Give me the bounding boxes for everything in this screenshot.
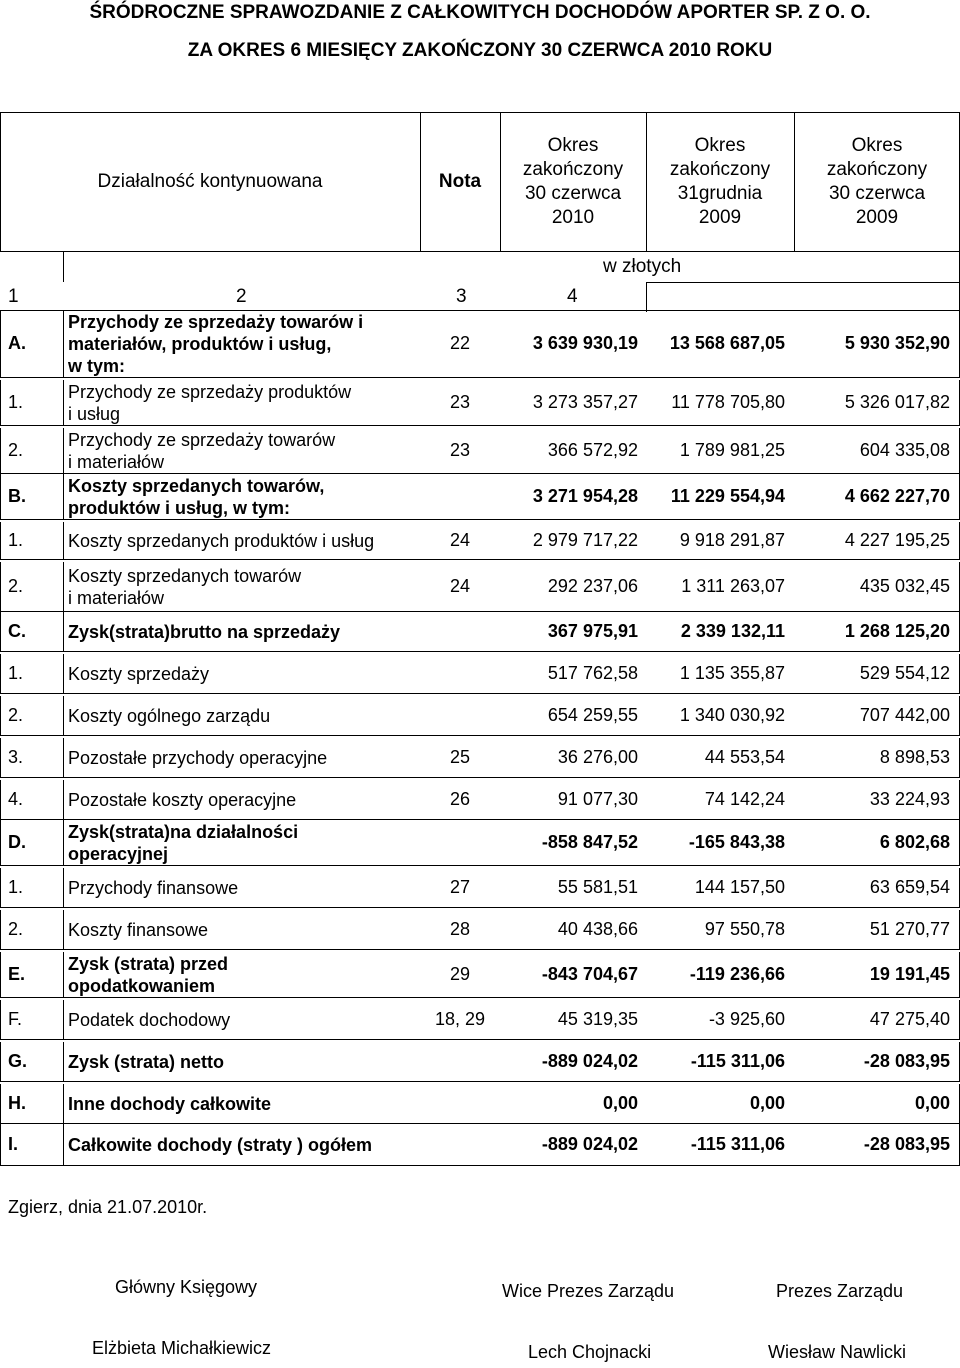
row-value-period-2: 1 135 355,87	[679, 663, 785, 683]
row-label: Koszty sprzedanych towarów	[68, 566, 302, 586]
row-id: 1.	[8, 877, 24, 897]
row-value-period-2: -115 311,06	[690, 1051, 785, 1071]
row-id: G.	[8, 1051, 28, 1071]
row-label: Zysk (strata) netto	[68, 1052, 225, 1072]
row-value-period-1: 91 077,30	[557, 789, 638, 809]
table-row	[0, 474, 960, 520]
document-subtitle: ZA OKRES 6 MIESIĘCY ZAKOŃCZONY 30 CZERWCA 2010 ROKU	[187, 40, 773, 61]
table-row	[0, 696, 960, 736]
row-note: 25	[449, 747, 471, 767]
row-label: Koszty sprzedanych produktów i usług	[68, 531, 375, 551]
row-label: Inne dochody całkowite	[68, 1094, 272, 1114]
row-label: Koszty sprzedaży	[68, 664, 210, 684]
row-id: I.	[8, 1134, 19, 1154]
row-label: Pozostałe koszty operacyjne	[68, 790, 297, 810]
header-period-2: Okres zakończony 31grudnia 2009	[669, 135, 771, 228]
header-activity: Działalność kontynuowana	[97, 171, 323, 192]
row-value-period-3: 4 227 195,25	[844, 530, 950, 550]
row-value-period-2: 74 142,24	[704, 789, 785, 809]
table-row	[0, 910, 960, 950]
row-value-period-1: -889 024,02	[541, 1051, 638, 1071]
colnum-3: 3	[456, 286, 467, 307]
row-id: D.	[8, 832, 26, 852]
row-label: Koszty ogólnego zarządu	[68, 706, 271, 726]
row-label: Pozostałe przychody operacyjne	[68, 748, 328, 768]
row-value-period-3: 33 224,93	[869, 789, 950, 809]
row-id: 1.	[8, 392, 24, 412]
row-id: F.	[8, 1009, 23, 1029]
row-label: i usług	[68, 404, 121, 424]
table-row	[0, 820, 960, 866]
table-row	[0, 522, 960, 560]
row-value-period-3: 19 191,45	[869, 964, 950, 984]
header-note: Nota	[438, 171, 482, 192]
row-label: i materiałów	[68, 452, 165, 472]
row-label: Przychody ze sprzedaży produktów	[68, 382, 352, 402]
signature-role-2: Wice Prezes Zarządu	[502, 1281, 675, 1301]
row-value-period-3: 4 662 227,70	[844, 486, 950, 506]
row-value-period-2: 11 778 705,80	[671, 392, 785, 412]
row-note: 24	[449, 530, 471, 550]
signature-role-3: Prezes Zarządu	[776, 1281, 904, 1301]
row-value-period-2: 44 553,54	[704, 747, 785, 767]
row-label: Koszty sprzedanych towarów,	[68, 476, 325, 496]
row-label: Przychody ze sprzedaży towarów	[68, 430, 336, 450]
row-value-period-3: -28 083,95	[863, 1051, 950, 1071]
row-value-period-2: 1 311 263,07	[681, 576, 785, 596]
row-value-period-2: 9 918 291,87	[679, 530, 785, 550]
row-note: 24	[449, 576, 471, 596]
row-value-period-1: 45 319,35	[557, 1009, 638, 1029]
row-id: 2.	[8, 440, 24, 460]
header-period-1: Okres zakończony 30 czerwca 2010	[522, 135, 624, 228]
table-row	[0, 738, 960, 778]
row-value-period-1: 517 762,58	[547, 663, 638, 683]
row-label: i materiałów	[68, 588, 165, 608]
row-value-period-1: 3 271 954,28	[532, 486, 638, 506]
row-value-period-1: 292 237,06	[547, 576, 638, 596]
row-value-period-2: 1 340 030,92	[679, 705, 785, 725]
row-note: 26	[449, 789, 471, 809]
row-value-period-3: 604 335,08	[859, 440, 950, 460]
row-note: 18, 29	[434, 1009, 486, 1029]
row-value-period-2: 97 550,78	[704, 919, 785, 939]
row-note: 23	[449, 440, 471, 460]
row-value-period-3: 707 442,00	[859, 705, 950, 725]
row-label: Zysk (strata) przed	[68, 954, 229, 974]
row-note: 27	[449, 877, 471, 897]
row-value-period-3: 6 802,68	[879, 832, 950, 852]
row-value-period-3: 5 930 352,90	[844, 333, 950, 353]
table-row	[0, 952, 960, 998]
document-title: ŚRÓDROCZNE SPRAWOZDANIE Z CAŁKOWITYCH DOCHODÓW APORTER SP. Z O. O.	[89, 2, 871, 23]
row-label: w tym:	[68, 356, 126, 376]
row-id: 2.	[8, 705, 24, 725]
row-value-period-3: -28 083,95	[863, 1134, 950, 1154]
row-label: produktów i usług, w tym:	[68, 498, 290, 518]
row-value-period-2: -3 925,60	[708, 1009, 785, 1029]
colnum-4: 4	[567, 286, 578, 307]
table-row	[0, 1124, 960, 1166]
row-value-period-3: 435 032,45	[859, 576, 950, 596]
row-label: operacyjnej	[68, 844, 169, 864]
row-value-period-3: 8 898,53	[879, 747, 950, 767]
row-value-period-2: 2 339 132,11	[680, 621, 785, 641]
row-value-period-1: -858 847,52	[541, 832, 638, 852]
row-id: A.	[8, 333, 26, 353]
table-row	[0, 654, 960, 694]
row-value-period-2: 11 229 554,94	[670, 486, 785, 506]
row-value-period-2: 144 157,50	[694, 877, 785, 897]
row-value-period-1: -843 704,67	[541, 964, 638, 984]
header-period-3: Okres zakończony 30 czerwca 2009	[826, 135, 928, 228]
row-note: 28	[449, 919, 471, 939]
row-value-period-1: 367 975,91	[547, 621, 638, 641]
row-id: 3.	[8, 747, 24, 767]
row-id: 2.	[8, 919, 24, 939]
row-value-period-1: 40 438,66	[557, 919, 638, 939]
row-label: opodatkowaniem	[68, 976, 216, 996]
colnum-1: 1	[8, 286, 19, 307]
row-value-period-1: -889 024,02	[541, 1134, 638, 1154]
row-value-period-2: 13 568 687,05	[669, 333, 785, 353]
table-row	[0, 380, 960, 426]
row-value-period-3: 5 326 017,82	[844, 392, 950, 412]
table-row	[0, 868, 960, 908]
row-value-period-3: 63 659,54	[869, 877, 950, 897]
table-row	[0, 780, 960, 820]
row-id: B.	[8, 486, 26, 506]
signature-name-2: Lech Chojnacki	[528, 1342, 652, 1362]
colnum-2: 2	[236, 286, 247, 307]
row-value-period-3: 529 554,12	[859, 663, 950, 683]
row-value-period-2: -165 843,38	[688, 832, 785, 852]
row-value-period-1: 654 259,55	[547, 705, 638, 725]
row-value-period-2: -115 311,06	[690, 1134, 785, 1154]
row-value-period-1: 0,00	[602, 1093, 638, 1113]
row-label: Przychody finansowe	[68, 878, 239, 898]
signature-role-1: Główny Księgowy	[115, 1277, 258, 1297]
row-label: Zysk(strata)brutto na sprzedaży	[68, 622, 341, 642]
signature-name-3: Wiesław Nawlicki	[768, 1342, 907, 1362]
table-row	[0, 1042, 960, 1082]
table-row	[0, 1084, 960, 1124]
row-note: 23	[449, 392, 471, 412]
row-value-period-2: 0,00	[749, 1093, 785, 1113]
table-row	[0, 428, 960, 474]
table-row	[0, 612, 960, 652]
table-row	[0, 1000, 960, 1040]
place-date: Zgierz, dnia 21.07.2010r.	[8, 1197, 208, 1217]
row-value-period-3: 51 270,77	[869, 919, 950, 939]
row-value-period-1: 3 639 930,19	[532, 333, 638, 353]
row-id: 2.	[8, 576, 24, 596]
row-value-period-2: -119 236,66	[689, 964, 785, 984]
row-label: Podatek dochodowy	[68, 1010, 231, 1030]
currency-label: w złotych	[603, 256, 682, 277]
signature-name-1: Elżbieta Michałkiewicz	[92, 1338, 272, 1358]
row-id: E.	[8, 964, 26, 984]
row-id: 1.	[8, 530, 24, 550]
row-id: H.	[8, 1093, 26, 1113]
row-label: materiałów, produktów i usług,	[68, 334, 332, 354]
row-label: Koszty finansowe	[68, 920, 209, 940]
row-label: Zysk(strata)na działalności	[68, 822, 299, 842]
row-value-period-3: 0,00	[914, 1093, 950, 1113]
table-row	[0, 310, 960, 378]
row-value-period-1: 2 979 717,22	[532, 530, 638, 550]
row-value-period-1: 55 581,51	[557, 877, 638, 897]
row-id: C.	[8, 621, 26, 641]
row-label: Całkowite dochody (straty ) ogółem	[68, 1135, 373, 1155]
row-label: Przychody ze sprzedaży towarów i	[68, 312, 364, 332]
row-value-period-1: 366 572,92	[547, 440, 638, 460]
row-value-period-1: 36 276,00	[557, 747, 638, 767]
row-note: 22	[449, 333, 471, 353]
row-value-period-3: 47 275,40	[869, 1009, 950, 1029]
row-id: 4.	[8, 789, 24, 809]
table-row	[0, 562, 960, 612]
row-value-period-1: 3 273 357,27	[532, 392, 638, 412]
row-note: 29	[449, 964, 471, 984]
row-value-period-2: 1 789 981,25	[679, 440, 785, 460]
row-id: 1.	[8, 663, 24, 683]
row-value-period-3: 1 268 125,20	[844, 621, 950, 641]
